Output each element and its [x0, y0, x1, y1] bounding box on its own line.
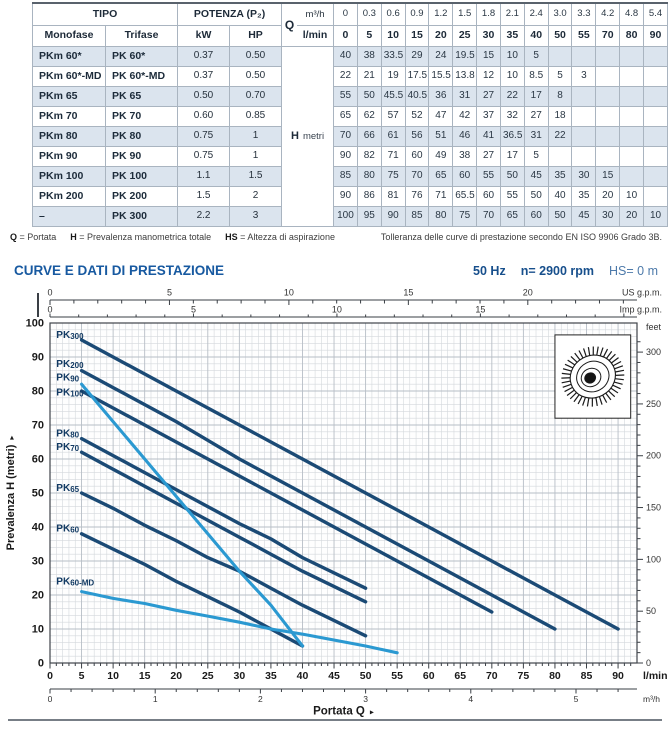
svg-text:90: 90: [612, 670, 624, 682]
head-value: 52: [405, 107, 429, 127]
head-value: 17: [500, 147, 524, 167]
head-value: 38: [357, 47, 381, 67]
svg-text:80: 80: [549, 670, 561, 682]
m3h-value: 1.5: [453, 3, 477, 25]
hp-header: HP: [230, 25, 282, 46]
potenza-header: POTENZA (P₂): [178, 3, 282, 25]
svg-text:300: 300: [646, 347, 662, 358]
table-row: [33, 87, 668, 107]
head-value: 60: [524, 207, 548, 227]
frequency-value: 50 Hz: [473, 264, 506, 278]
head-value: 49: [429, 147, 453, 167]
svg-text:70: 70: [485, 670, 498, 682]
head-value: 27: [477, 147, 501, 167]
head-value: 80: [429, 207, 453, 227]
m3h-value: 5.4: [644, 3, 668, 25]
header-row-a: [33, 3, 668, 25]
head-value: 13.8: [453, 67, 477, 87]
head-value: 22: [334, 67, 358, 87]
kw-value: 0.37: [178, 47, 230, 67]
head-value: [644, 107, 668, 127]
head-value: 30: [596, 207, 620, 227]
head-value: 90: [381, 207, 405, 227]
lmin-value: 90: [644, 25, 668, 46]
head-value: [620, 107, 644, 127]
head-value: 46: [453, 127, 477, 147]
head-value: 71: [429, 187, 453, 207]
model-monofase: PKm 60*-MD: [33, 67, 106, 87]
head-value: [620, 47, 644, 67]
table-body: [33, 47, 668, 227]
head-value: 40: [548, 187, 572, 207]
head-value: [596, 107, 620, 127]
model-trifase: PK 300: [106, 207, 178, 227]
head-value: 60: [477, 187, 501, 207]
m3h-label: m³/h: [297, 4, 333, 26]
head-value: 55: [477, 167, 501, 187]
m3h-value: 1.8: [477, 3, 501, 25]
head-value: 90: [334, 187, 358, 207]
svg-text:feet: feet: [646, 322, 662, 332]
head-value: 45: [572, 207, 596, 227]
head-value: 12: [477, 67, 501, 87]
tipo-header: TIPO: [33, 3, 178, 25]
head-value: 65.5: [453, 187, 477, 207]
head-value: 47: [429, 107, 453, 127]
head-value: 65: [500, 207, 524, 227]
model-monofase: PKm 60*: [33, 47, 106, 67]
head-value: 56: [405, 127, 429, 147]
svg-text:25: 25: [201, 670, 214, 682]
svg-text:20: 20: [31, 589, 44, 602]
svg-text:Imp g.p.m.: Imp g.p.m.: [619, 304, 662, 315]
svg-text:40: 40: [31, 521, 44, 534]
table-row: [33, 47, 668, 67]
lmin-value: 35: [500, 25, 524, 46]
head-value: 50: [500, 167, 524, 187]
head-value: 41: [477, 127, 501, 147]
model-trifase: PK 60*: [106, 47, 178, 67]
svg-text:0: 0: [47, 304, 53, 315]
svg-text:40: 40: [296, 670, 309, 682]
m3h-value: 0.9: [405, 3, 429, 25]
head-value: 50: [548, 207, 572, 227]
curve-label-PK60-MD: PK60-MD: [56, 576, 95, 588]
hp-value: 1.5: [230, 167, 282, 187]
head-value: 75: [381, 167, 405, 187]
svg-text:50: 50: [359, 670, 372, 682]
svg-text:200: 200: [646, 450, 662, 461]
svg-text:30: 30: [233, 670, 246, 682]
head-value: 85: [405, 207, 429, 227]
head-value: 24: [429, 47, 453, 67]
svg-text:60: 60: [422, 670, 435, 682]
head-value: [572, 47, 596, 67]
head-value: [644, 87, 668, 107]
head-value: 15: [596, 167, 620, 187]
svg-text:US g.p.m.: US g.p.m.: [621, 287, 662, 298]
svg-text:100: 100: [25, 317, 44, 330]
hp-value: 0.70: [230, 87, 282, 107]
head-value: 95: [357, 207, 381, 227]
table-row: [33, 167, 668, 187]
head-value: 100: [334, 207, 358, 227]
model-trifase: PK 90: [106, 147, 178, 167]
svg-text:10: 10: [283, 287, 294, 298]
head-value: [644, 67, 668, 87]
head-value: 65: [334, 107, 358, 127]
svg-text:1: 1: [152, 694, 158, 704]
lmin-value: 20: [429, 25, 453, 46]
performance-table: [32, 2, 668, 227]
svg-text:10: 10: [31, 623, 44, 636]
head-value: 5: [524, 47, 548, 67]
head-value: 10: [500, 67, 524, 87]
head-value: 17.5: [405, 67, 429, 87]
head-value: 8: [548, 87, 572, 107]
head-value: 90: [334, 147, 358, 167]
svg-text:80: 80: [31, 385, 44, 398]
model-trifase: PK 200: [106, 187, 178, 207]
kw-header: kW: [178, 25, 230, 46]
head-value: 22: [548, 127, 572, 147]
head-value: [596, 67, 620, 87]
svg-text:m³/h: m³/h: [643, 694, 660, 704]
head-value: [644, 47, 668, 67]
head-value: 50: [524, 187, 548, 207]
lmin-value: 10: [381, 25, 405, 46]
head-value: 75: [453, 207, 477, 227]
head-value: 70: [405, 167, 429, 187]
kw-value: 1.5: [178, 187, 230, 207]
kw-value: 0.75: [178, 127, 230, 147]
h-metri-cell: H metri: [282, 47, 334, 227]
m3h-value: 0.3: [357, 3, 381, 25]
head-value: [572, 127, 596, 147]
kw-value: 0.37: [178, 67, 230, 87]
lmin-value: 0: [334, 25, 358, 46]
svg-text:3: 3: [363, 694, 368, 704]
m3h-value: 3.0: [548, 3, 572, 25]
head-value: [620, 67, 644, 87]
svg-text:150: 150: [646, 502, 662, 513]
head-value: 51: [429, 127, 453, 147]
head-value: 20: [620, 207, 644, 227]
head-value: 21: [357, 67, 381, 87]
legend-item: HS = Altezza di aspirazione: [225, 232, 335, 242]
m3h-value: 3.3: [572, 3, 596, 25]
monofase-header: Monofase: [33, 25, 106, 46]
head-value: [620, 87, 644, 107]
head-value: [644, 147, 668, 167]
svg-text:10: 10: [331, 304, 342, 315]
section-title: CURVE E DATI DI PRESTAZIONE: [14, 263, 225, 278]
svg-text:85: 85: [580, 670, 593, 682]
curve-label-PK300: PK300: [56, 329, 84, 341]
head-value: [620, 167, 644, 187]
m3h-value: 1.2: [429, 3, 453, 25]
head-value: 40: [334, 47, 358, 67]
legend-row: [10, 232, 662, 242]
curve-label-PK80: PK80: [56, 428, 80, 440]
head-value: 29: [405, 47, 429, 67]
legend-items: [10, 232, 335, 242]
head-value: 61: [381, 127, 405, 147]
head-value: 71: [381, 147, 405, 167]
head-value: 35: [572, 187, 596, 207]
head-value: 66: [357, 127, 381, 147]
svg-text:15: 15: [403, 287, 414, 298]
model-trifase: PK 80: [106, 127, 178, 147]
legend-item: H = Prevalenza manometrica totale: [70, 232, 212, 242]
curve-label-PK65: PK65: [56, 482, 80, 494]
legend-item: Q = Portata: [10, 232, 57, 242]
head-value: 37: [477, 107, 501, 127]
model-trifase: PK 100: [106, 167, 178, 187]
y-axis-title: Prevalenza H (metri)▸: [5, 435, 17, 551]
lmin-value: 5: [357, 25, 381, 46]
lmin-value: 25: [453, 25, 477, 46]
svg-text:5: 5: [573, 694, 579, 704]
model-monofase: PKm 100: [33, 167, 106, 187]
svg-text:0: 0: [646, 658, 652, 668]
head-value: 22: [500, 87, 524, 107]
model-trifase: PK 60*-MD: [106, 67, 178, 87]
kw-value: 1.1: [178, 167, 230, 187]
head-value: 18: [548, 107, 572, 127]
head-value: 19: [381, 67, 405, 87]
svg-text:30: 30: [31, 555, 44, 568]
svg-text:45: 45: [328, 670, 340, 682]
head-value: 8.5: [524, 67, 548, 87]
head-value: 76: [405, 187, 429, 207]
curve-label-PK60: PK60: [56, 523, 80, 535]
head-value: [620, 147, 644, 167]
lmin-value: 55: [572, 25, 596, 46]
head-value: [572, 87, 596, 107]
head-value: 60: [405, 147, 429, 167]
m3h-value: 4.2: [596, 3, 620, 25]
head-value: [572, 107, 596, 127]
head-value: [644, 167, 668, 187]
head-value: 10: [620, 187, 644, 207]
head-value: 27: [477, 87, 501, 107]
kw-value: 0.60: [178, 107, 230, 127]
head-value: 10: [500, 47, 524, 67]
q-label: Q: [284, 17, 295, 32]
table-head: [33, 3, 668, 47]
lmin-value: 15: [405, 25, 429, 46]
head-value: [572, 147, 596, 167]
head-value: 70: [477, 207, 501, 227]
svg-text:50: 50: [646, 606, 657, 617]
head-value: [644, 127, 668, 147]
head-value: 20: [596, 187, 620, 207]
head-value: 3: [572, 67, 596, 87]
head-value: 38: [453, 147, 477, 167]
table-row: [33, 67, 668, 87]
svg-text:2: 2: [258, 694, 263, 704]
svg-text:4: 4: [468, 694, 474, 704]
head-value: 36: [429, 87, 453, 107]
kw-value: 0.75: [178, 147, 230, 167]
svg-text:0: 0: [47, 287, 53, 298]
suction-value: HS= 0 m: [609, 264, 658, 278]
q-header-cell: [282, 3, 334, 47]
svg-text:5: 5: [190, 304, 196, 315]
header-row-b: [33, 25, 668, 46]
svg-text:65: 65: [454, 670, 467, 682]
model-monofase: PKm 80: [33, 127, 106, 147]
head-value: 86: [357, 187, 381, 207]
head-value: 30: [572, 167, 596, 187]
head-value: 62: [357, 107, 381, 127]
m3h-value: 4.8: [620, 3, 644, 25]
hp-value: 2: [230, 187, 282, 207]
hp-value: 1: [230, 127, 282, 147]
model-trifase: PK 65: [106, 87, 178, 107]
model-monofase: PKm 65: [33, 87, 106, 107]
head-value: [620, 127, 644, 147]
head-value: 80: [357, 167, 381, 187]
svg-text:20: 20: [170, 670, 183, 682]
head-value: 31: [453, 87, 477, 107]
svg-text:0: 0: [37, 657, 44, 670]
hp-value: 3: [230, 207, 282, 227]
model-monofase: PKm 90: [33, 147, 106, 167]
model-monofase: PKm 200: [33, 187, 106, 207]
hp-value: 0.50: [230, 47, 282, 67]
head-value: 15.5: [429, 67, 453, 87]
svg-text:100: 100: [646, 554, 662, 565]
head-value: 82: [357, 147, 381, 167]
head-value: 60: [453, 167, 477, 187]
head-value: 5: [524, 147, 548, 167]
head-value: 55: [500, 187, 524, 207]
head-value: 27: [524, 107, 548, 127]
svg-text:5: 5: [78, 670, 85, 682]
trifase-header: Trifase: [106, 25, 178, 46]
table-row: [33, 207, 668, 227]
curve-label-PK90: PK90: [56, 372, 80, 384]
head-value: 70: [334, 127, 358, 147]
kw-value: 0.50: [178, 87, 230, 107]
head-value: 5: [548, 67, 572, 87]
kw-value: 2.2: [178, 207, 230, 227]
model-monofase: –: [33, 207, 106, 227]
hp-value: 0.85: [230, 107, 282, 127]
section-conditions: [473, 264, 658, 278]
head-value: 45.5: [381, 87, 405, 107]
svg-text:35: 35: [265, 670, 277, 682]
table-row: [33, 127, 668, 147]
head-value: 32: [500, 107, 524, 127]
head-value: 85: [334, 167, 358, 187]
head-value: 17: [524, 87, 548, 107]
lmin-value: 70: [596, 25, 620, 46]
svg-text:0: 0: [47, 670, 53, 682]
svg-text:90: 90: [31, 351, 44, 364]
head-value: 55: [334, 87, 358, 107]
table-row: [33, 107, 668, 127]
head-value: 15: [477, 47, 501, 67]
head-value: [548, 147, 572, 167]
lmin-value: 50: [548, 25, 572, 46]
svg-text:l/min: l/min: [643, 670, 668, 682]
svg-text:5: 5: [166, 287, 172, 298]
model-monofase: PKm 70: [33, 107, 106, 127]
head-value: 33.5: [381, 47, 405, 67]
lmin-value: 40: [524, 25, 548, 46]
head-value: [596, 87, 620, 107]
head-value: 40.5: [405, 87, 429, 107]
legend-note: Tolleranza delle curve di prestazione secondo EN ISO 9906 Grado 3B.: [380, 232, 662, 242]
m3h-value: 2.1: [500, 3, 524, 25]
svg-text:20: 20: [522, 287, 533, 298]
head-value: 42: [453, 107, 477, 127]
head-value: 31: [524, 127, 548, 147]
svg-text:10: 10: [107, 670, 119, 682]
m3h-value: 2.4: [524, 3, 548, 25]
head-value: 35: [548, 167, 572, 187]
head-value: [596, 147, 620, 167]
head-value: [596, 127, 620, 147]
performance-chart: [0, 283, 670, 723]
svg-text:60: 60: [31, 453, 44, 466]
head-value: 19.5: [453, 47, 477, 67]
head-value: 57: [381, 107, 405, 127]
head-value: 36.5: [500, 127, 524, 147]
head-value: 81: [381, 187, 405, 207]
head-value: 10: [644, 207, 668, 227]
speed-value: n= 2900 rpm: [520, 264, 595, 278]
head-value: [644, 187, 668, 207]
m3h-value: 0: [334, 3, 358, 25]
lmin-label: l/min: [302, 29, 328, 42]
head-value: [548, 47, 572, 67]
svg-text:70: 70: [31, 419, 44, 432]
table-row: [33, 187, 668, 207]
svg-text:15: 15: [138, 670, 151, 682]
section-header: [14, 263, 658, 278]
hp-value: 0.50: [230, 67, 282, 87]
x-axis-title: Portata Q ▸: [313, 705, 374, 718]
svg-text:250: 250: [646, 398, 662, 409]
svg-text:75: 75: [517, 670, 530, 682]
head-value: [596, 47, 620, 67]
curve-label-PK70: PK70: [56, 442, 80, 454]
lmin-value: 30: [477, 25, 501, 46]
curve-label-PK100: PK100: [56, 387, 84, 399]
svg-text:55: 55: [391, 670, 403, 682]
svg-text:50: 50: [31, 487, 44, 500]
head-value: 65: [429, 167, 453, 187]
head-value: 45: [524, 167, 548, 187]
curve-label-PK200: PK200: [56, 358, 84, 370]
m3h-value: 0.6: [381, 3, 405, 25]
svg-text:15: 15: [475, 304, 486, 315]
table-row: [33, 147, 668, 167]
model-trifase: PK 70: [106, 107, 178, 127]
hp-value: 1: [230, 147, 282, 167]
svg-text:0: 0: [47, 694, 53, 704]
head-value: 50: [357, 87, 381, 107]
lmin-value: 80: [620, 25, 644, 46]
